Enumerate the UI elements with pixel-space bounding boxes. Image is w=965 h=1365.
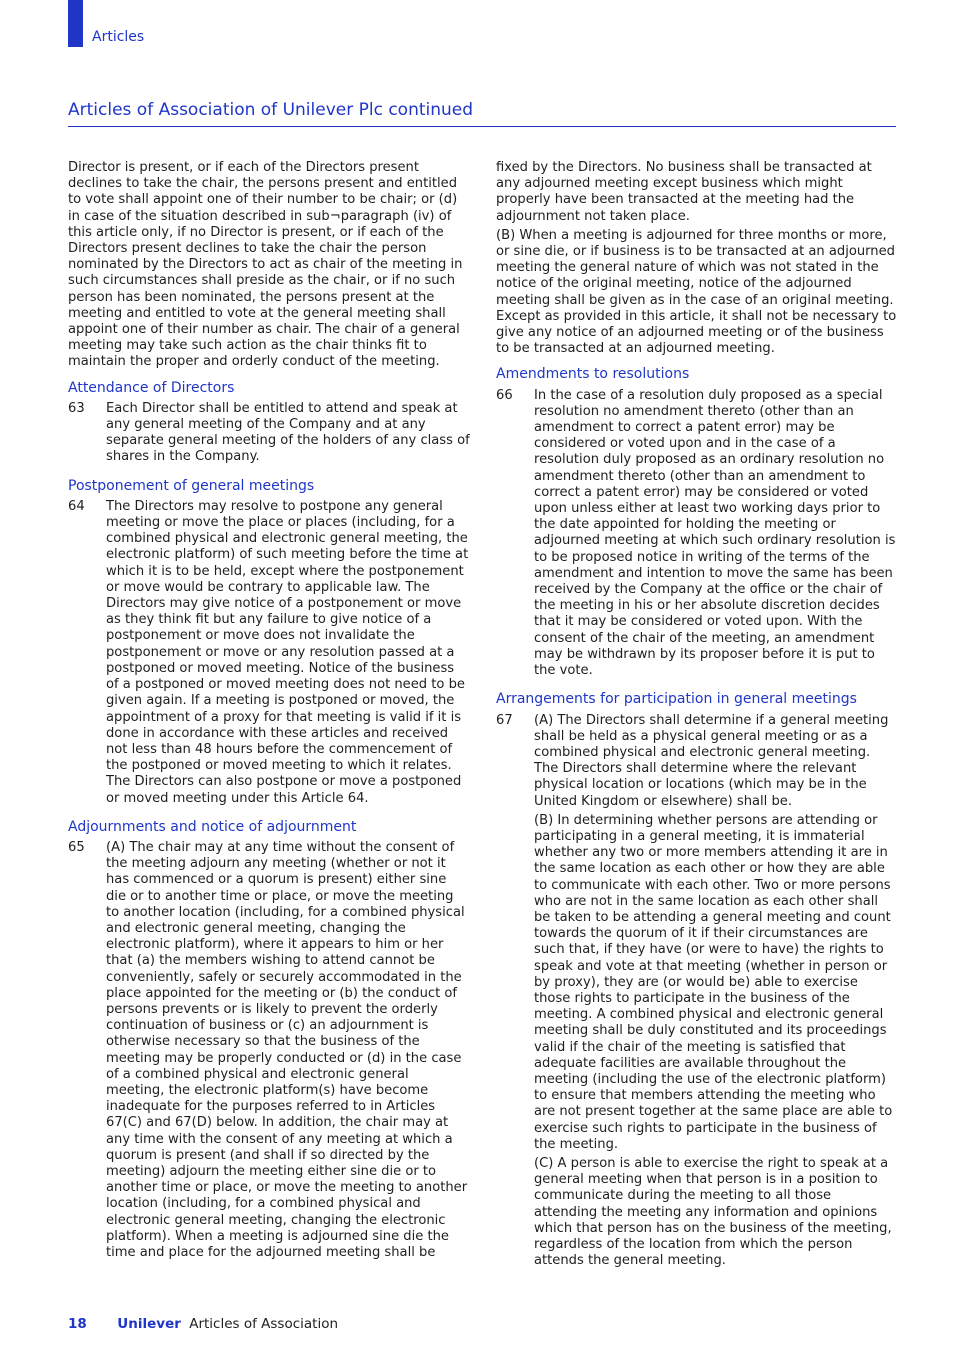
article-number: 67 bbox=[496, 712, 513, 728]
article-paragraph: (C) A person is able to exercise the right to speak at a general meeting when that person is in a position to communicate during the meeting to all those attending the meeting any information and opinions which that person has on the business of the meeting, regardless of the location from which the person attends the general meeting. bbox=[534, 1155, 892, 1269]
page-title: Articles of Association of Unilever Plc continued bbox=[68, 100, 896, 127]
article-number: 64 bbox=[68, 498, 85, 514]
continuation-paragraph: (B) When a meeting is adjourned for three months or more, or sine die, or if business is to be transacted at an adjourned meeting the general nature of which was not stated in the notice of the original meeting, notice of the adjourned meeting shall be given as in the case of an original meeting. Except as provided in this article, it shall not be necessary to give any notice of an adjourned meeting or of the business to be transacted at an adjourned meeting. bbox=[496, 227, 897, 357]
article-65 bbox=[68, 840, 470, 1264]
section-heading-adjournments: Adjournments and notice of adjournment bbox=[68, 818, 357, 835]
article-paragraph: Each Director shall be entitled to attend and speak at any general meeting of the Company and at any separate general meeting of the holders of any class of shares in the Company. bbox=[106, 400, 470, 465]
section-tab-label: Articles bbox=[92, 29, 145, 45]
section-heading-amendments: Amendments to resolutions bbox=[496, 366, 690, 383]
left-column bbox=[68, 160, 470, 1264]
footer-document-title: Articles of Association bbox=[189, 1316, 339, 1332]
page-footer bbox=[68, 1316, 338, 1332]
page-number: 18 bbox=[68, 1316, 87, 1332]
section-heading-participation: Arrangements for participation in general meetings bbox=[496, 691, 857, 708]
article-number: 65 bbox=[68, 839, 85, 855]
article-63 bbox=[68, 401, 470, 469]
article-66 bbox=[496, 388, 898, 683]
article-number: 63 bbox=[68, 400, 85, 416]
brand-name: Unilever bbox=[117, 1316, 181, 1332]
article-paragraph: In the case of a resolution duly proposed as a special resolution no amendment thereto (other than an amendment to correct a patent error) may be considered or voted upon and in the case of a resolution duly proposed as an ordinary resolution no amendment thereto (other than an amendment to correct a patent error) may be considered or voted upon unless either at least two working days prior to the date appointed for holding the meeting or adjourned meeting at which such ordinary resolution is to be proposed notice in writing of the terms of the amendment and intention to move the same has been received by the Company at the office or the chair of the meeting in his or her absolute discretion decides that it may be considered or voted upon. With the consent of the chair of the meeting, an amendment may be withdrawn by its proposer before it is put to the vote. bbox=[534, 387, 896, 679]
article-64 bbox=[68, 499, 470, 810]
section-heading-attendance: Attendance of Directors bbox=[68, 379, 235, 396]
article-paragraph: The Directors may resolve to postpone any general meeting or move the place or places (including, for a combined physical and electronic general meeting, the electronic platform) of such meeting before the time at which it is to be held, except where the postponement or move would be contrary to applicable law. The Directors may give notice of a postponement or move as they think fit but any failure to give notice of a postponement or move does not invalidate the postponement or move or any resolution passed at a postponed or moved meeting. Notice of the business of a postponed or moved meeting does not need to be given again. If a meeting is postponed or moved, the appointment of a proxy for that meeting is valid if it is done in accordance with these articles and received not less than 48 hours before the commencement of the postponed or moved meeting to which it relates. The Directors can also postpone or move a postponed or moved meeting under this Article 64. bbox=[106, 498, 469, 806]
right-column bbox=[496, 160, 898, 1272]
continuation-paragraph: Director is present, or if each of the Directors present declines to take the chair, the persons present and entitled to vote shall appoint one of their number to be chair; or (d) in case of the situation described in sub¬paragraph (iv) of this article only, if no Director is present, or if each of the Directors present declines to take the chair the person nominated by the Directors to act as chair of the meeting in such circumstances shall preside as the chair, or if no such person has been nominated, the persons present at the meeting and entitled to vote at the general meeting shall appoint one of their number as chair. The chair of a general meeting may take such action as the chair thinks fit to maintain the proper and orderly conduct of the meeting. bbox=[68, 160, 463, 370]
article-67 bbox=[496, 713, 898, 1273]
article-number: 66 bbox=[496, 387, 513, 403]
section-tab-marker bbox=[68, 0, 83, 47]
continuation-paragraph: fixed by the Directors. No business shall be transacted at any adjourned meeting except business which might properly have been transacted at the meeting had the adjournment not taken place. bbox=[496, 160, 872, 224]
article-paragraph: (A) The Directors shall determine if a general meeting shall be held as a physical general meeting or as a combined physical and electronic general meeting. The Directors shall determine where the relevant physical location or locations (which may be in the United Kingdom or elsewhere) shall be. bbox=[534, 712, 889, 809]
section-heading-postponement: Postponement of general meetings bbox=[68, 477, 315, 494]
article-paragraph: (B) In determining whether persons are attending or participating in a general meeting, it is immaterial whether any two or more members attending it are in the same location as each other or how they are able to communicate with each other. Two or more persons who are not in the same location as each other shall be taken to be attending a general meeting and count towards the quorum of it if their circumstances are such that, if they have (or were to have) the rights to speak and vote at that meeting (whether in person or by proxy), they are (or would be) able to exercise those rights to participate in the business of the meeting. A combined physical and electronic general meeting shall be duly constituted and its proceedings valid if the chair of the meeting is satisfied that adequate facilities are available throughout the meeting (including the use of the electronic platform) to ensure that members attending the meeting who are not present together at the same place are able to exercise such rights to participate in the business of the meeting. bbox=[534, 812, 893, 1152]
article-paragraph: (A) The chair may at any time without the consent of the meeting adjourn any meeting (whether or not it has commenced or a quorum is present) either sine die or to another time or place, or move the meeting to another location (including, for a combined physical and electronic general meeting, changing the electronic platform), where it appears to him or her that (a) the members wishing to attend cannot be conveniently, safely or securely accommodated in the place appointed for the meeting or (b) the conduct of persons prevents or is likely to prevent the orderly continuation of business or (c) an adjournment is otherwise necessary so that the business of the meeting may be properly conducted or (d) in the case of a combined physical and electronic general meeting, the electronic platform(s) have become inadequate for the purposes referred to in Articles 67(C) and 67(D) below. In addition, the chair may at any time with the consent of any meeting at which a quorum is present (and shall if so directed by the meeting) adjourn the meeting either sine die or to another time or place, or move the meeting to another location (including, for a combined physical and electronic general meeting, changing the electronic platform). When a meeting is adjourned sine die the time and place for the adjourned meeting shall be bbox=[106, 839, 468, 1260]
